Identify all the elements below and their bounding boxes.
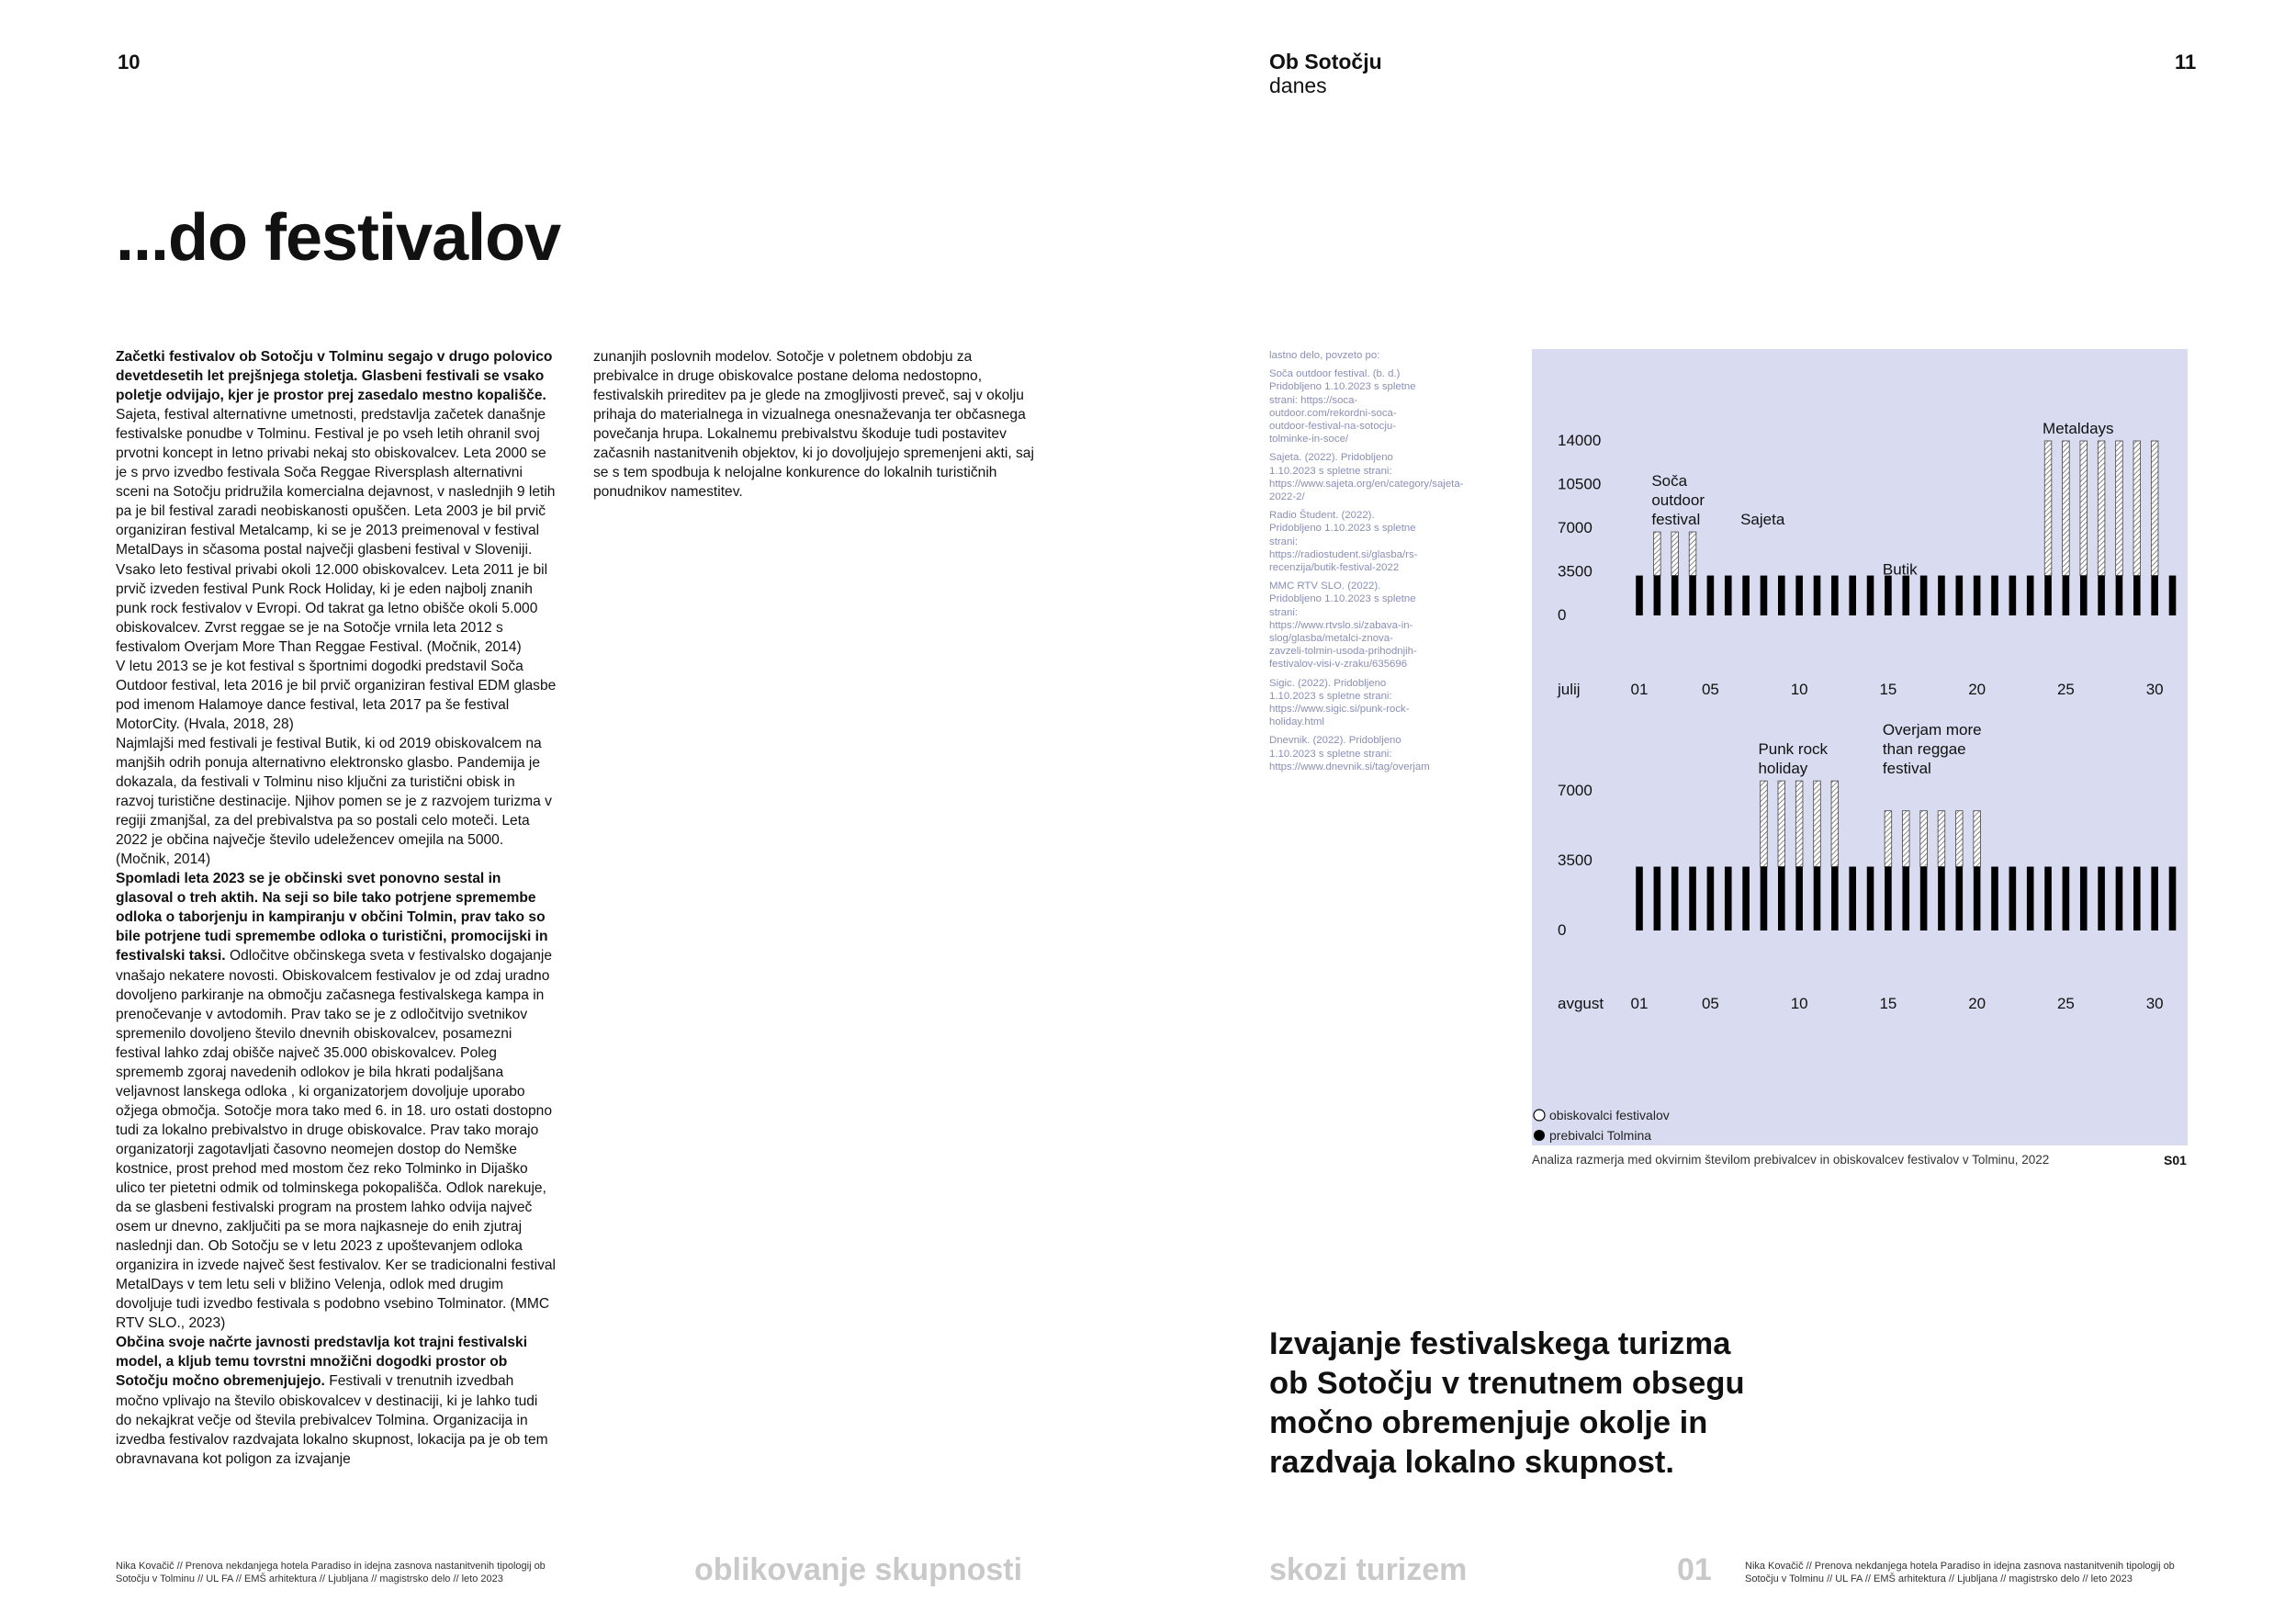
footer-credit-right: Nika Kovačič // Prenova nekdanjega hotela Paradiso in idejna zasnova nastanitvenih tipologij ob Sotočju v Tolminu // UL FA // EMŠ arhitektura // Ljubljana // magistrsko delo // leto 2023	[1745, 1561, 2175, 1585]
reference-item: Sajeta. (2022). Pridobljeno 1.10.2023 s spletne strani: https://www.sajeta.org/en/category/sajeta-2022-2/	[1269, 452, 1464, 503]
festival-bar	[2116, 441, 2123, 576]
resident-bar	[2098, 576, 2105, 615]
x-tick-label: 25	[2056, 995, 2075, 1012]
figure-id: S01	[2164, 1153, 2187, 1167]
paragraph-text: Odločitve občinskega sveta v festivalsko dogajanje vnašajo nekatere novosti. Obiskovalcem festivalov je od zdaj uradno dovoljeno parkiranje na območju začasnega festivalskega kampa in prenočevanje v avtodomih. Prav tako se je z odločitvijo svetnikov spremenilo dovoljeno število dnevnih obiskovalcev, posamezni festival lahko zdaj obišče največ 35.000 obiskovalcev. Poleg sprememb zgoraj navedenih odlokov je bila hkrati podaljšana veljavnost lanskega odloka , ki organizatorjem dovoljuje uporabo ožjega območja. Sotočje mora tako med 6. in 18. uro ostati dostopno tudi za lokalno prebivalstvo in druge obiskovalce. Prav tako morajo organizatorji zagotavljati časovno neomejen dostop do Nemške kostnice, prost prehod med mostom čez reko Tolminko in Dijaško ulico ter pietetni odmik od tolminskega pokopališča. Odlok narekuje, da se glasbeni festivalski program na prostem lahko odvija največ osem ur dnevno, zaključiti pa se mora najkasneje do enih zjutraj naslednji dan. Ob Sotočju se v letu 2023 z upoštevanjem odloka organizira in izvede največ šest festivalov. Ker se tradicionalni festival MetalDays v tem letu seli v bližino Velenja, odlok med drugim dovoljuje tudi izvedbo festivala s podobno vsebino Tolminator. (MMC RTV SLO., 2023)	[116, 948, 557, 1332]
month-label: avgust	[1558, 995, 1604, 1012]
reference-item: Soča outdoor festival. (b. d.) Pridobljeno 1.10.2023 s spletne strani: https://soca-outdoor.com/rekordni-soca-outdoor-festival-na-sotocju-tolminke-in-soce/	[1269, 368, 1416, 445]
x-tick-label: 20	[1968, 995, 1986, 1012]
reference-item: Dnevnik. (2022). Pridobljeno 1.10.2023 s spletne strani: https://www.dnevnik.si/tag/overjam	[1269, 735, 1430, 773]
resident-bar	[1742, 867, 1750, 930]
x-tick-label: 05	[1701, 995, 1719, 1012]
festival-bar	[1671, 532, 1679, 576]
annotation-label: holiday	[1758, 760, 1808, 778]
resident-bar	[1689, 867, 1696, 930]
festival-bar	[1654, 532, 1661, 576]
y-tick-label: 0	[1558, 606, 1567, 624]
resident-bar	[1974, 867, 1981, 930]
running-header	[1269, 50, 1382, 97]
resident-bar	[1831, 576, 1839, 615]
festival-bar	[2151, 441, 2158, 576]
festival-bar	[2133, 441, 2141, 576]
festival-bar	[1902, 811, 1909, 867]
y-tick-label: 3500	[1558, 851, 1593, 869]
resident-bar	[1885, 867, 1892, 930]
resident-bar	[1707, 867, 1715, 930]
paragraph-text: zunanjih poslovnih modelov. Sotočje v poletnem obdobju za prebivalce in druge obiskovalce postane deloma nedostopno, festivalskih prireditev pa je glede na zmogljivosti preveč, saj v okolju prihaja do materialnega in vizualnega onesnaževanja ter občasnega povečanja hrupa. Lokalnemu prebivalstvu škoduje tudi postavitev začasnih nastanitvenih objektov, ki jo dovoljujejo spremenjeni akti, saj se s tem spodbuja k nelojalne konkurence do lokalnih turističnih ponudnikov namestitev.	[593, 349, 1034, 501]
x-tick-label: 01	[1630, 995, 1649, 1012]
resident-bar	[1795, 576, 1803, 615]
resident-bar	[1902, 576, 1909, 615]
chart-legend	[1534, 1108, 1670, 1143]
body-column-2	[593, 347, 1034, 502]
paragraph-lead: Začetki festivalov ob Sotočju v Tolminu segajo v drugo polovico devetdesetih let prejšnjega stoletja. Glasbeni festivali se vsako poletje odvijajo, kjer je prostor prej zasedalo mestno kopališče.	[116, 349, 553, 404]
paragraph-lead: Občina svoje načrte javnosti predstavlja kot trajni festivalski model, a kljub temu tovrstni množični dogodki prostor ob Sotočju močno obremenjujejo.	[116, 1335, 528, 1390]
paragraph	[116, 347, 557, 657]
page-number-left: 10	[118, 51, 141, 73]
paragraph-text: Sajeta, festival alternativne umetnosti, predstavlja začetek današnje festivalske ponudbe v Tolminu. Festival je po vseh letih ohranil svoj prvotni koncept in letno privabi nekaj sto obiskovalcev. Leta 2000 se je s prvo izvedbo festivala Soča Reggae Riversplash alternativni sceni na Sotočju pridružila komercialna dejavnost, v naslednjih 9 letih pa je bil festival zaradi neobiskanosti opuščen. Leta 2003 je bil prvič organiziran festival Metalcamp, ki se je 2013 preimenoval v festival MetalDays in sčasoma postal največji glasbeni festival v Sloveniji. Vsako leto festival privabi okoli 12.000 obiskovalcev. Leta 2011 je bil prvič izveden festival Punk Rock Holiday, ki je eden najbolj znanih punk rock festivalov v Evropi. Od takrat ga letno obišče okoli 5.000 obiskovalcev. Zvrst reggae se je na Sotočje vrnila leta 2012 s festivalom Overjam More Than Reggae Festival. (Močnik, 2014)	[116, 407, 556, 655]
resident-bar	[1831, 867, 1839, 930]
resident-bar	[2133, 576, 2141, 615]
body-column-1	[116, 347, 557, 1469]
resident-bar	[1636, 867, 1643, 930]
resident-bar	[2044, 576, 2052, 615]
annotation-label: Sajeta	[1740, 511, 1785, 529]
x-tick-label: 15	[1879, 681, 1897, 698]
chart-july	[1557, 420, 2176, 698]
legend-filled-circle-icon	[1534, 1130, 1545, 1141]
festival-bar	[1689, 532, 1696, 576]
references-list	[1269, 349, 1464, 779]
annotation-label: Overjam more	[1882, 721, 1982, 739]
annotation-label: Butik	[1882, 560, 1918, 579]
resident-bar	[2044, 867, 2052, 930]
resident-bar	[1814, 576, 1821, 615]
y-tick-label: 7000	[1558, 782, 1593, 799]
festival-bar	[1761, 781, 1768, 866]
resident-bar	[2116, 867, 2123, 930]
y-tick-label: 3500	[1558, 562, 1593, 581]
festival-visitors-chart	[1532, 349, 2188, 1145]
reference-item: Sigic. (2022). Pridobljeno 1.10.2023 s spletne strani: https://www.sigic.si/punk-rock-holiday.html	[1269, 677, 1410, 728]
resident-bar	[1867, 867, 1874, 930]
festival-bar	[1920, 811, 1928, 867]
y-tick-label: 0	[1558, 921, 1567, 939]
annotation-label: than reggae	[1882, 740, 1966, 759]
resident-bar	[1956, 576, 1964, 615]
annotation-label: festival	[1882, 760, 1931, 778]
legend-label: obiskovalci festivalov	[1549, 1108, 1670, 1122]
resident-bar	[1778, 867, 1785, 930]
x-tick-label: 15	[1879, 995, 1897, 1012]
resident-bar	[1885, 576, 1892, 615]
resident-bar	[1725, 576, 1732, 615]
running-header-subtitle: danes	[1269, 73, 1327, 97]
resident-bar	[1920, 867, 1928, 930]
resident-bar	[2080, 576, 2088, 615]
resident-bar	[1974, 576, 1981, 615]
resident-bar	[2098, 867, 2105, 930]
resident-bar	[2027, 576, 2034, 615]
annotation-label: festival	[1651, 511, 1701, 529]
y-tick-label: 10500	[1558, 475, 1602, 493]
x-tick-label: 30	[2145, 681, 2164, 698]
festival-bar	[1885, 811, 1892, 867]
festival-bar	[1974, 811, 1981, 867]
resident-bar	[2063, 576, 2070, 615]
paragraph-lead: Spomladi leta 2023 se je občinski svet ponovno sestal in glasoval o treh aktih. Na seji so bile tako potrjene spremembe odloka o taborjenju in kampiranju v občini Tolmin, prav tako so bile potrjene tudi spremembe odloka o turistični, promocijski in festivalski taksi.	[116, 871, 548, 964]
resident-bar	[1795, 867, 1803, 930]
resident-bar	[2027, 867, 2034, 930]
resident-bar	[1814, 867, 1821, 930]
festival-bar	[2080, 441, 2088, 576]
festival-bar	[2044, 441, 2052, 576]
resident-bar	[1636, 576, 1643, 615]
resident-bar	[2009, 576, 2017, 615]
resident-bar	[1778, 576, 1785, 615]
y-tick-label: 14000	[1558, 432, 1602, 449]
resident-bar	[1761, 576, 1768, 615]
resident-bar	[1991, 576, 1998, 615]
paragraph-text: V letu 2013 se je kot festival s športnimi dogodki predstavil Soča Outdoor festival, leta 2016 je bil prvič organiziran festival EDM glasbe pod imenom Halamoye dance festival, leta 2017 pa še festival MotorCity. (Hvala, 2018, 28)	[116, 658, 557, 732]
resident-bar	[1938, 576, 1945, 615]
festival-bar	[1778, 781, 1785, 866]
resident-bar	[2080, 867, 2088, 930]
x-tick-label: 05	[1701, 681, 1719, 698]
resident-bar	[1867, 576, 1874, 615]
festival-bar	[1795, 781, 1803, 866]
resident-bar	[2169, 867, 2177, 930]
x-tick-label: 10	[1790, 995, 1808, 1012]
paragraph-text: Najmlajši med festivali je festival Butik, ki od 2019 obiskovalcem na manjših odrih ponuja alternativno elektronsko glasbo. Pandemija je dokazala, da festivali v Tolminu niso ključni za turistični obisk in razvoj turistične destinacije. Njihov pomen se je z razvojem turizma v regiji zmanjšal, za del prebivalstva pa so postali celo moteči. Leta 2022 je občina največje število udeležencev omejila na 5000. (Močnik, 2014)	[116, 735, 552, 868]
resident-bar	[2009, 867, 2017, 930]
x-tick-label: 10	[1790, 681, 1808, 698]
page-number-right: 11	[2175, 51, 2197, 73]
festival-bar	[1938, 811, 1945, 867]
paragraph	[116, 734, 557, 869]
resident-bar	[2133, 867, 2141, 930]
festival-bar	[2063, 441, 2070, 576]
x-tick-label: 01	[1630, 681, 1649, 698]
resident-bar	[1991, 867, 1998, 930]
chart-august	[1558, 721, 2176, 1012]
footer-section-left: oblikovanje skupnosti	[694, 1552, 1023, 1587]
x-tick-label: 20	[1968, 681, 1986, 698]
festival-bar	[1814, 781, 1821, 866]
resident-bar	[2151, 867, 2158, 930]
resident-bar	[2169, 576, 2177, 615]
resident-bar	[1671, 576, 1679, 615]
resident-bar	[2116, 576, 2123, 615]
resident-bar	[1725, 867, 1732, 930]
page-title: ...do festivalov	[116, 201, 561, 275]
festival-bar	[1956, 811, 1964, 867]
chart-panel	[1532, 349, 2188, 1145]
paragraph	[116, 869, 557, 1333]
resident-bar	[2063, 867, 2070, 930]
resident-bar	[1849, 867, 1856, 930]
resident-bar	[1920, 576, 1928, 615]
running-header-title: Ob Sotočju	[1269, 50, 1382, 73]
legend-open-circle-icon	[1534, 1110, 1545, 1121]
resident-bar	[1654, 576, 1661, 615]
paragraph-text: Festivali v trenutnih izvedbah močno vplivajo na število obiskovalcev v destinaciji, ki je lahko tudi do nekajkrat večje od števila prebivalcev Tolmina. Organizacija in izvedba festivalov razdvajata lokalno skupnost, lokacija pa je ob tem obravnavana kot poligon za izvajanje	[116, 1373, 548, 1467]
festival-bar	[1831, 781, 1839, 866]
resident-bar	[1902, 867, 1909, 930]
resident-bar	[1938, 867, 1945, 930]
annotation-label: outdoor	[1651, 491, 1705, 510]
resident-bar	[1654, 867, 1661, 930]
legend-label: prebivalci Tolmina	[1549, 1128, 1652, 1143]
footer-section-right: skozi turizem	[1269, 1552, 1468, 1587]
annotation-label: Soča	[1651, 472, 1688, 491]
resident-bar	[1689, 576, 1696, 615]
reference-item: lastno delo, povzeto po:	[1269, 350, 1380, 361]
resident-bar	[1742, 576, 1750, 615]
resident-bar	[2151, 576, 2158, 615]
resident-bar	[1956, 867, 1964, 930]
footer-credit-left: Nika Kovačič // Prenova nekdanjega hotela Paradiso in idejna zasnova nastanitvenih tipologij ob Sotočju v Tolminu // UL FA // EMŠ arhitektura // Ljubljana // magistrsko delo // leto 2023	[116, 1561, 546, 1585]
y-tick-label: 7000	[1558, 519, 1593, 536]
resident-bar	[1671, 867, 1679, 930]
reference-item: MMC RTV SLO. (2022). Pridobljeno 1.10.2023 s spletne strani: https://www.rtvslo.si/zabava-in-slog/glasba/metalci-znova-zavzeli-tolmin-usoda-prihodnjih-festivalov-visi-v-zraku/635696	[1269, 581, 1417, 671]
figure-caption: Analiza razmerja med okvirnim številom prebivalcev in obiskovalcev festivalov v Tolminu, 2022	[1532, 1153, 2050, 1167]
paragraph	[116, 1333, 557, 1468]
annotation-label: Metaldays	[2043, 420, 2114, 437]
reference-item: Radio Študent. (2022). Pridobljeno 1.10.2023 s spletne strani: https://radiostudent.si/glasba/rs-recenzija/butik-festival-2022	[1269, 510, 1418, 574]
footer-section-number: 01	[1677, 1552, 1712, 1587]
x-tick-label: 25	[2056, 681, 2075, 698]
month-label: julij	[1558, 681, 1581, 698]
resident-bar	[1707, 576, 1715, 615]
festival-bar	[2098, 441, 2105, 576]
pull-quote: Izvajanje festivalskega turizma ob Sotočju v trenutnem obsegu močno obremenjuje okolje in razdvaja lokalno skupnost.	[1269, 1326, 1745, 1480]
paragraph	[116, 657, 557, 734]
x-tick-label: 30	[2145, 995, 2164, 1012]
resident-bar	[1849, 576, 1856, 615]
annotation-label: Punk rock	[1758, 740, 1829, 759]
resident-bar	[1761, 867, 1768, 930]
